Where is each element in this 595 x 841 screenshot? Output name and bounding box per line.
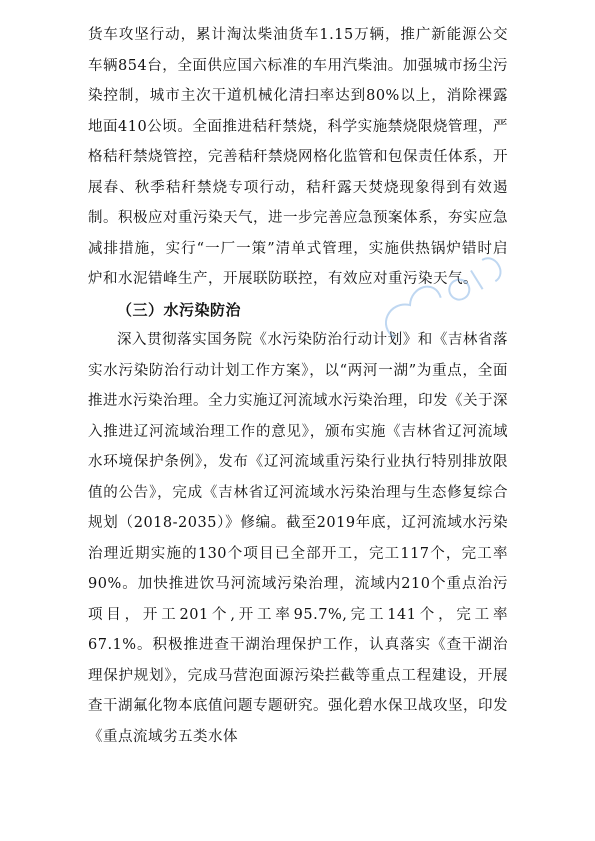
paragraph-air-pollution-continued: 货车攻坚行动，累计淘汰柴油货车1.15万辆，推广新能源公交车辆854台，全面供应国六标准的车用汽柴油。加强城市扬尘污染控制，城市主次干道机械化清扫率达到80%以上，消除裸露地面410公顷。全面推进秸秆禁烧，科学实施禁烧限烧管理，严格秸秆禁烧管控，完善秸秆禁烧网格化监管和包保责任体系，开展春、秋季秸秆禁烧专项行动，秸秆露天焚烧现象得到有效遏制。积极应对重污染天气，进一步完善应急预案体系，夯实应急减排措施，实行“一厂一策”清单式管理，实施供热锅炉错时启炉和水泥错峰生产，开展联防联控，有效应对重污染天气。 (88, 27, 508, 287)
section-heading-water-pollution: （三）水污染防治 (117, 300, 242, 319)
paragraph-water-pollution: 深入贯彻落实国务院《水污染防治行动计划》和《吉林省落实水污染防治行动计划工作方案》，以“两河一湖”为重点，全面推进水污染治理。全力实施辽河流域水污染治理，印发《关于深入推进辽河流域治理工作的意见》，颁布实施《吉林省辽河流域水环境保护条例》，发布《辽河流域重污染行业执行特别排放限值的公告》，完成《吉林省辽河流域水污染治理与生态修复综合规划（2018-2035）》修编。截至2019年底，辽河流域水污染治理近期实施的130个项目已全部开工，完工117个，完工率90%。加快推进饮马河流域污染治理，流域内210个重点治污项目，开工201个,开工率95.7%,完工141个，完工率67.1%。积极推进查干湖治理保护工作，认真落实《查干湖治理保护规划》，完成马营泡面源污染拦截等重点工程建设，开展查干湖氟化物本底值问题专题研究。强化碧水保卫战攻坚，印发《重点流域劣五类水体 (88, 332, 508, 745)
document-body (88, 20, 508, 752)
